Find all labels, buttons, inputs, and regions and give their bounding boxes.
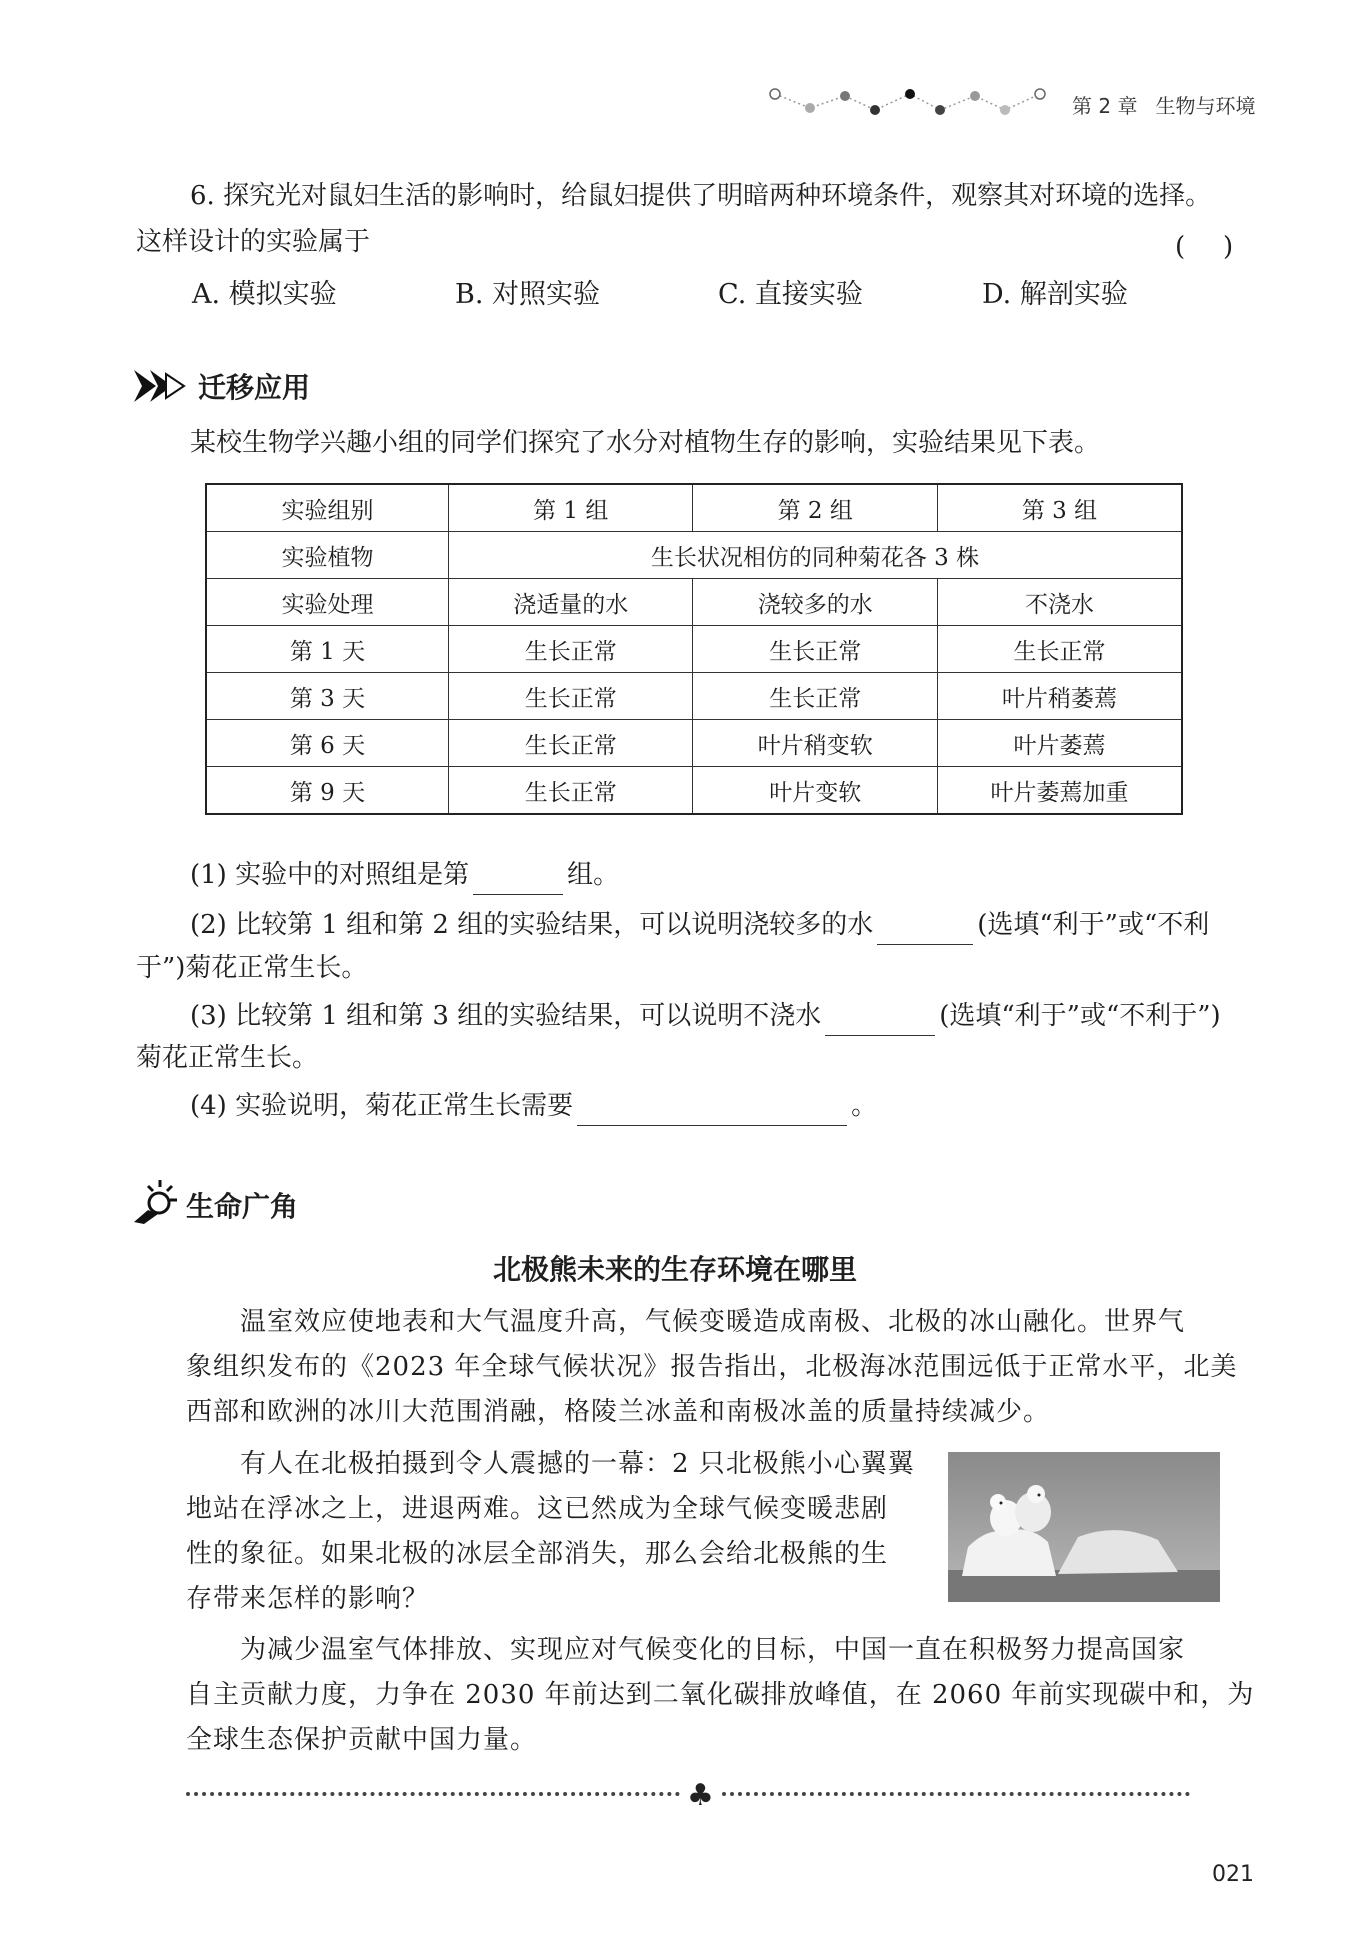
- table-row: [206, 626, 1182, 673]
- article-p3-line1: 为减少温室气体排放、实现应对气候变化的目标，中国一直在积极努力提高国家: [240, 1635, 1186, 1665]
- table-cell: 第 3 天: [206, 673, 449, 720]
- table-cell: 生长正常: [449, 673, 693, 720]
- article-p1-line3: 西部和欧洲的冰川大范围消融，格陵兰冰盖和南极冰盖的质量持续减少。: [186, 1397, 1051, 1427]
- table-cell: 叶片稍萎蔫: [937, 673, 1182, 720]
- table-cell: 叶片萎蔫加重: [937, 767, 1182, 815]
- table-cell: 叶片稍变软: [693, 720, 937, 767]
- table-row: [206, 532, 1182, 579]
- table-cell: 第 1 天: [206, 626, 449, 673]
- table-cell: 第 3 组: [937, 484, 1182, 532]
- answer-blank[interactable]: [577, 1095, 847, 1126]
- table-cell: 叶片变软: [693, 767, 937, 815]
- table-cell: 叶片萎蔫: [937, 720, 1182, 767]
- chapter-label: 第 2 章: [1072, 94, 1138, 118]
- q2-line2: 于”)菊花正常生长。: [136, 953, 368, 983]
- table-cell: 实验植物: [206, 532, 449, 579]
- q6-option-d: D. 解剖实验: [982, 279, 1128, 310]
- article-p3-line3: 全球生态保护贡献中国力量。: [186, 1725, 538, 1755]
- table-cell: 生长正常: [449, 720, 693, 767]
- table-cell: 不浇水: [937, 579, 1182, 626]
- answer-blank[interactable]: [877, 914, 973, 945]
- table-cell: 生长正常: [693, 626, 937, 673]
- article-p2-line2: 地站在浮冰之上，进退两难。这已然成为全球气候变暖悲剧: [186, 1494, 889, 1524]
- section-title-apply: 迁移应用: [198, 371, 311, 404]
- table-cell: 第 2 组: [693, 484, 937, 532]
- article-p3-line2: 自主贡献力度，力争在 2030 年前达到二氧化碳排放峰值，在 2060 年前实现碳中和，为: [186, 1680, 1255, 1710]
- chapter-title: 生物与环境: [1155, 94, 1256, 118]
- q6-stem-line1: 6. 探究光对鼠妇生活的影响时，给鼠妇提供了明暗两种环境条件，观察其对环境的选择。: [190, 181, 1212, 211]
- q4-line: (4) 实验说明，菊花正常生长需要 。: [190, 1086, 877, 1126]
- double-arrow-icon: [132, 366, 192, 406]
- table-cell: 第 6 天: [206, 720, 449, 767]
- table-cell: 浇适量的水: [449, 579, 693, 626]
- q3-line2: 菊花正常生长。: [136, 1043, 319, 1073]
- results-table: [205, 483, 1183, 815]
- clover-icon: ♣: [687, 1778, 714, 1813]
- table-cell: 生长正常: [693, 673, 937, 720]
- table-cell: 实验处理: [206, 579, 449, 626]
- table-cell: 生长正常: [449, 767, 693, 815]
- lightbulb-icon: [130, 1178, 180, 1226]
- table-header-row: [206, 484, 1182, 532]
- table-cell: 第 1 组: [449, 484, 693, 532]
- section-title-life: 生命广角: [186, 1190, 299, 1223]
- table-row: [206, 673, 1182, 720]
- q6-option-c: C. 直接实验: [718, 279, 863, 310]
- header-wave-decoration: [765, 82, 1065, 122]
- article-p2-line1: 有人在北极拍摄到令人震撼的一幕：2 只北极熊小心翼翼: [240, 1449, 915, 1479]
- dotted-divider-left: [186, 1792, 680, 1796]
- table-row: [206, 579, 1182, 626]
- answer-blank[interactable]: [473, 864, 563, 895]
- q1-line: (1) 实验中的对照组是第 组。: [190, 855, 619, 895]
- apply-intro: 某校生物学兴趣小组的同学们探究了水分对植物生存的影响，实验结果见下表。: [190, 428, 1101, 458]
- table-row: [206, 767, 1182, 815]
- q6-stem-line2: 这样设计的实验属于: [136, 227, 371, 257]
- polar-bear-photo: [948, 1452, 1220, 1602]
- table-cell: 生长正常: [449, 626, 693, 673]
- answer-blank[interactable]: [825, 1005, 935, 1036]
- q3-line1: (3) 比较第 1 组和第 3 组的实验结果，可以说明不浇水 (选填“利于”或“不利于”): [190, 996, 1221, 1036]
- running-header: [1072, 90, 1273, 119]
- article-p1-line2: 象组织发布的《2023 年全球气候状况》报告指出，北极海冰范围远低于正常水平，北美: [186, 1352, 1238, 1382]
- table-cell: 生长正常: [937, 626, 1182, 673]
- article-p1-line1: 温室效应使地表和大气温度升高，气候变暖造成南极、北极的冰山融化。世界气: [240, 1307, 1186, 1337]
- q6-option-b: B. 对照实验: [455, 279, 601, 310]
- answer-paren: ( ): [1175, 232, 1234, 262]
- dotted-divider-right: [722, 1792, 1190, 1796]
- article-p2-line4: 存带来怎样的影响？: [186, 1584, 430, 1614]
- page-number: 021: [1212, 1862, 1254, 1887]
- article-title: 北极熊未来的生存环境在哪里: [492, 1253, 857, 1286]
- table-cell: 实验组别: [206, 484, 449, 532]
- table-cell: 生长状况相仿的同种菊花各 3 株: [449, 532, 1183, 579]
- table-cell: 浇较多的水: [693, 579, 937, 626]
- q2-line1: (2) 比较第 1 组和第 2 组的实验结果，可以说明浇较多的水 (选填“利于”或“不利: [190, 905, 1209, 945]
- table-cell: 第 9 天: [206, 767, 449, 815]
- article-p2-line3: 性的象征。如果北极的冰层全部消失，那么会给北极熊的生: [186, 1539, 889, 1569]
- q6-option-a: A. 模拟实验: [192, 279, 337, 310]
- table-row: [206, 720, 1182, 767]
